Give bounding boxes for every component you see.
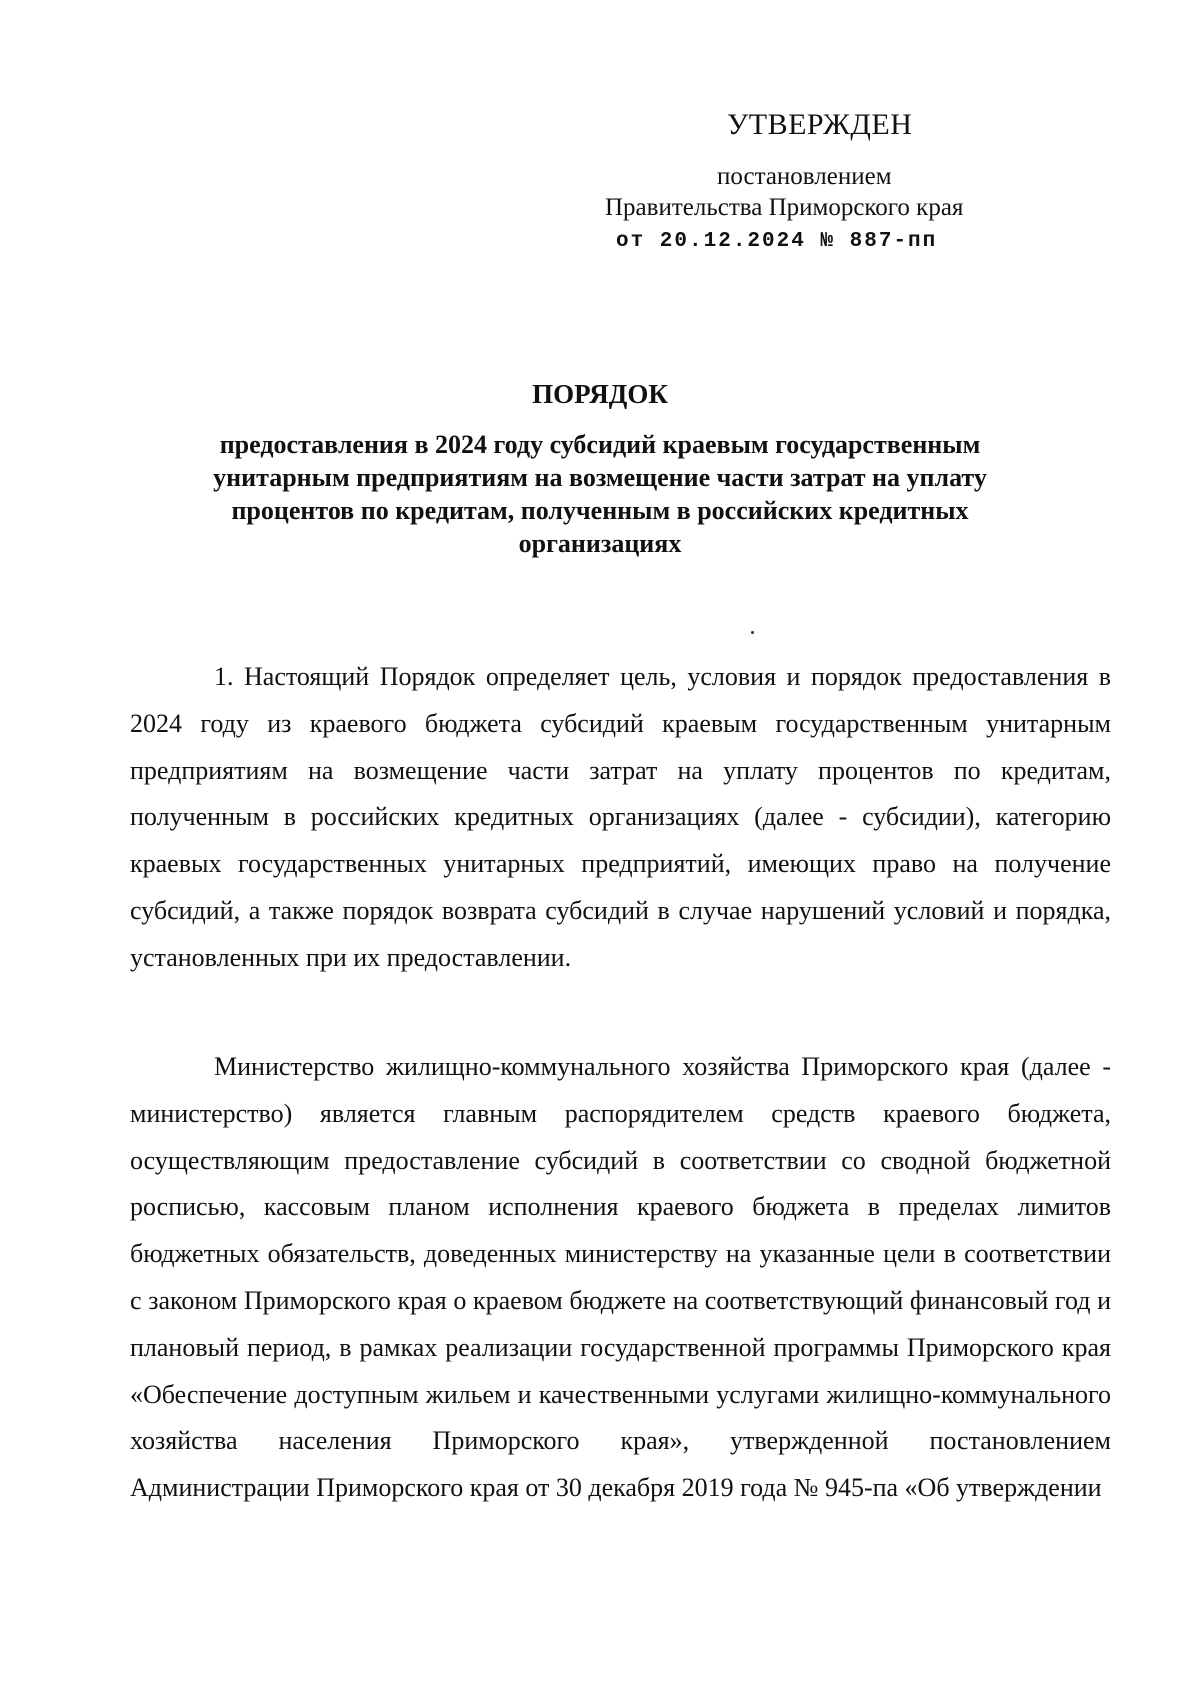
- body-paragraph-2: Министерство жилищно-коммунального хозяйства Приморского края (далее - министерство) является главным распорядителем средств краевого бюджета, осуществляющим предоставление субсидий в соответствии со сводной бюджетной росписью, кассовым планом исполнения краевого бюджета в пределах лимитов бюджетных обязательств, доведенных министерству на указанные цели в соответствии с законом Приморского края о краевом бюджете на соответствующий финансовый год и плановый период, в рамках реализации государственной программы Приморского края «Обеспечение доступным жильем и качественными услугами жилищно-коммунального хозяйства населения Приморского края», утвержденной постановлением Администрации Приморского края от 30 декабря 2019 года № 945-па «Об утверждении: [130, 1052, 1111, 1503]
- approval-decree-line: постановлением: [717, 163, 892, 190]
- approval-government-line: Правительства Приморского края: [605, 194, 964, 221]
- document-subtitle: предоставления в 2024 году субсидий краевым государственным унитарным предприятиям на возмещение части затрат на уплату процентов по кредитам, полученным в российских кредитных организациях: [213, 430, 987, 558]
- document-title: ПОРЯДОК: [532, 379, 668, 409]
- body-paragraph-1: 1. Настоящий Порядок определяет цель, условия и порядок предоставления в 2024 году из краевого бюджета субсидий краевым государственным унитарным предприятиям на возмещение части затрат на уплату процентов по кредитам, полученным в российских кредитных организациях (далее - субсидии), категорию краевых государственных унитарных предприятий, имеющих право на получение субсидий, а также порядок возврата субсидий в случае нарушений условий и порядка, установленных при их предоставлении.: [130, 662, 1111, 972]
- approval-heading: УТВЕРЖДЕН: [727, 108, 913, 141]
- stray-dot-mark: [751, 631, 754, 634]
- approval-date-number: от 20.12.2024 № 887-пп: [616, 230, 938, 253]
